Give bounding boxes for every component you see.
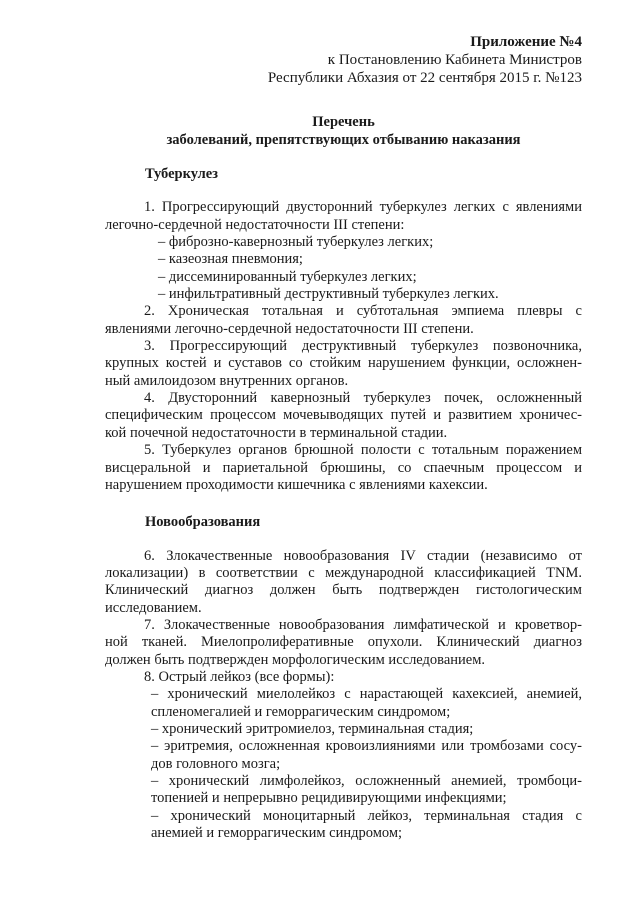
title-line-2: заболеваний, препятствующих отбыванию наказания [166,132,521,148]
text-line: должен быть подтвержден морфологическим исследованием. [105,651,486,668]
text-line: 7. Злокачественные новообразования лимфатической и кроветвор- [144,616,582,633]
text-line: Клинический диагноз должен быть подтвержден гистологическим [105,582,582,599]
text-line: легочно-сердечной недостаточности III степени: [105,216,405,233]
document-body [105,166,582,842]
text-line: 6. Злокачественные новообразования IV стадии (независимо от [144,547,582,564]
text-line: локализации) в соответствии с международной классификацией TNM. [105,564,582,581]
text-line: топенией и непрерывно рецидивирующими инфекциями; [151,790,507,807]
text-line: – хронический эритромиелоз, терминальная стадия; [151,720,474,737]
text-line: 3. Прогрессирующий деструктивный туберкулез позвоночника, [144,338,582,355]
text-line: – фиброзно-кавернозный туберкулез легких; [158,234,434,251]
document-title [105,113,582,149]
title-line-1: Перечень [312,114,375,130]
text-line: крупных костей и суставов со стойким нарушением функции, осложнен- [105,355,582,372]
appendix-number: Приложение №4 [470,34,582,50]
text-line: анемией и геморрагическим синдромом; [151,825,403,842]
text-line: – казеозная пневмония; [158,251,303,268]
text-line: 4. Двусторонний кавернозный туберкулез почек, осложненный [144,390,582,407]
header-line-2: Республики Абхазия от 22 сентября 2015 г. №123 [267,70,582,86]
text-line: исследованием. [105,599,202,616]
text-line: 5. Туберкулез органов брюшной полости с тотальным поражением [144,442,582,459]
section-heading: Туберкулез [145,166,219,182]
text-line: ной тканей. Миелопролиферативные опухоли. Клинический диагноз [105,634,582,651]
header-line-1: к Постановлению Кабинета Министров [327,52,582,68]
text-line: дов головного мозга; [151,755,281,772]
section-heading: Новообразования [145,514,261,531]
text-line: явлениями легочно-сердечной недостаточности III степени. [105,320,474,337]
document-header [268,33,582,87]
text-line: 8. Острый лейкоз (все формы): [144,668,335,685]
text-line: – хронический лимфолейкоз, осложненный анемией, тромбоци- [151,773,582,789]
text-line: – инфильтративный деструктивный туберкулез легких. [158,286,499,303]
text-line: – хронический моноцитарный лейкоз, терминальная стадия с [151,807,582,824]
text-line: – хронический миелолейкоз с нарастающей кахексией, анемией, [151,686,582,703]
text-line: – диссеминированный туберкулез легких; [158,268,417,285]
text-line: нарушением проходимости кишечника с явлениями кахексии. [105,476,488,493]
text-line: кой почечной недостаточности в терминальной стадии. [105,424,448,441]
text-line: ный амилоидозом внутренних органов. [105,372,349,389]
text-line: 2. Хроническая тотальная и субтотальная эмпиема плевры с [144,303,582,320]
text-line: специфическим процессом мочевыводящих путей и развитием хроничес- [105,407,582,424]
text-line: – эритремия, осложненная кровоизлияниями или тромбозами сосу- [151,738,582,755]
text-line: висцеральной и париетальной брюшины, со спаечным процессом и [105,459,582,476]
text-line: спленомегалией и геморрагическим синдромом; [151,703,451,720]
text-line: 1. Прогрессирующий двусторонний туберкулез легких с явлениями [144,199,582,216]
